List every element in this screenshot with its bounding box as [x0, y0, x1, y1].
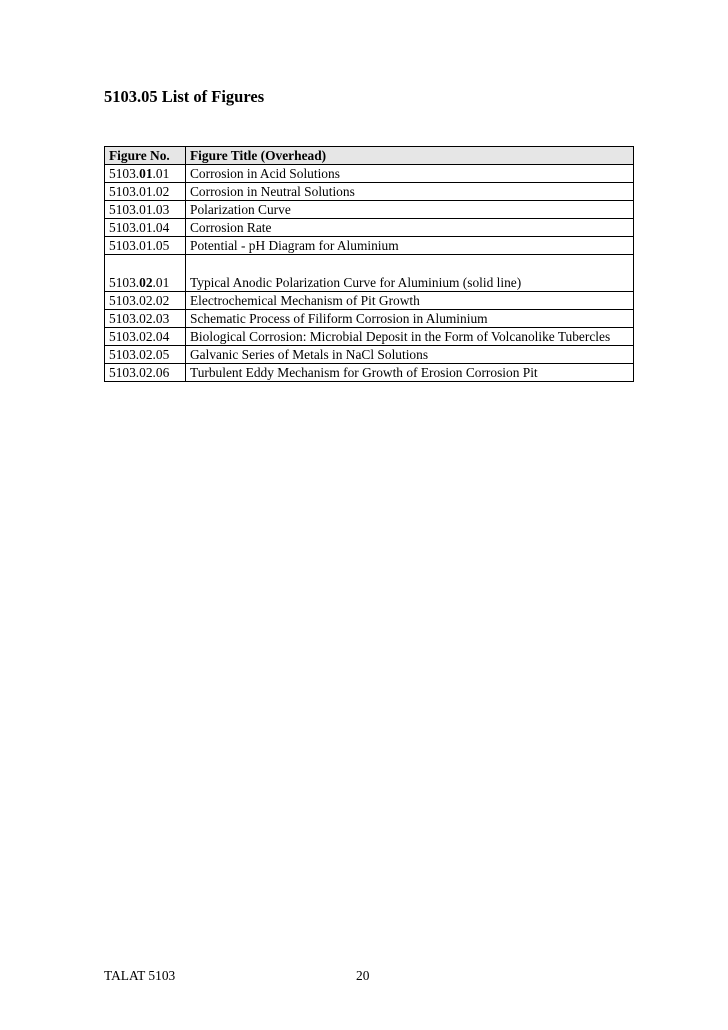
table-row [105, 328, 634, 346]
figure-number [105, 165, 186, 183]
figure-number-prefix: 5103. [109, 275, 140, 290]
table-row [105, 201, 634, 219]
figure-title: Polarization Curve [186, 201, 634, 219]
figure-title: Potential - pH Diagram for Aluminium [186, 237, 634, 255]
figure-number [105, 310, 186, 328]
figure-number [105, 237, 186, 255]
figure-number-suffix: .01 [152, 166, 170, 181]
footer-document-id: TALAT 5103 [104, 968, 176, 983]
figure-number-prefix: 5103.02.04 [109, 329, 170, 344]
figure-title: Corrosion in Neutral Solutions [186, 183, 634, 201]
figure-number-prefix: 5103.01.03 [109, 202, 170, 217]
figure-number-prefix: 5103.01.05 [109, 238, 170, 253]
figure-title: Schematic Process of Filiform Corrosion in Aluminium [186, 310, 634, 328]
table-row [105, 310, 634, 328]
figure-number-prefix: 5103.02.06 [109, 365, 170, 380]
table-row [105, 183, 634, 201]
figure-number [105, 346, 186, 364]
figure-title: Biological Corrosion: Microbial Deposit in the Form of Volcanolike Tubercles [186, 328, 634, 346]
table-row [105, 237, 634, 255]
footer-page-number: 20 [356, 968, 370, 983]
figure-number [105, 183, 186, 201]
figure-title: Corrosion in Acid Solutions [186, 165, 634, 183]
table-row [105, 346, 634, 364]
figure-number [105, 255, 186, 292]
section-heading: 5103.05 List of Figures [104, 87, 265, 106]
table-row [105, 364, 634, 382]
figure-number-prefix: 5103. [109, 166, 140, 181]
header-figure-no: Figure No. [105, 147, 186, 165]
figure-rows [105, 165, 634, 382]
figure-number [105, 292, 186, 310]
figure-title: Electrochemical Mechanism of Pit Growth [186, 292, 634, 310]
figure-title: Galvanic Series of Metals in NaCl Solutions [186, 346, 634, 364]
figure-title: Corrosion Rate [186, 219, 634, 237]
table-row [105, 255, 634, 292]
table-header-row [105, 147, 634, 165]
figure-title: Typical Anodic Polarization Curve for Aluminium (solid line) [186, 255, 634, 292]
figure-number-chapter: 02 [139, 275, 153, 290]
figure-title: Turbulent Eddy Mechanism for Growth of Erosion Corrosion Pit [186, 364, 634, 382]
figure-number-prefix: 5103.02.02 [109, 293, 170, 308]
figure-number [105, 364, 186, 382]
figure-number-prefix: 5103.01.04 [109, 220, 170, 235]
table-row [105, 165, 634, 183]
figure-number-suffix: .01 [152, 275, 170, 290]
figure-number [105, 328, 186, 346]
figure-number [105, 219, 186, 237]
header-figure-title: Figure Title (Overhead) [186, 147, 634, 165]
figure-number-prefix: 5103.02.05 [109, 347, 170, 362]
table-row [105, 292, 634, 310]
figure-number [105, 201, 186, 219]
figure-number-prefix: 5103.01.02 [109, 184, 170, 199]
figure-number-chapter: 01 [139, 166, 153, 181]
table-row [105, 219, 634, 237]
figures-table [104, 146, 634, 382]
figure-number-prefix: 5103.02.03 [109, 311, 170, 326]
